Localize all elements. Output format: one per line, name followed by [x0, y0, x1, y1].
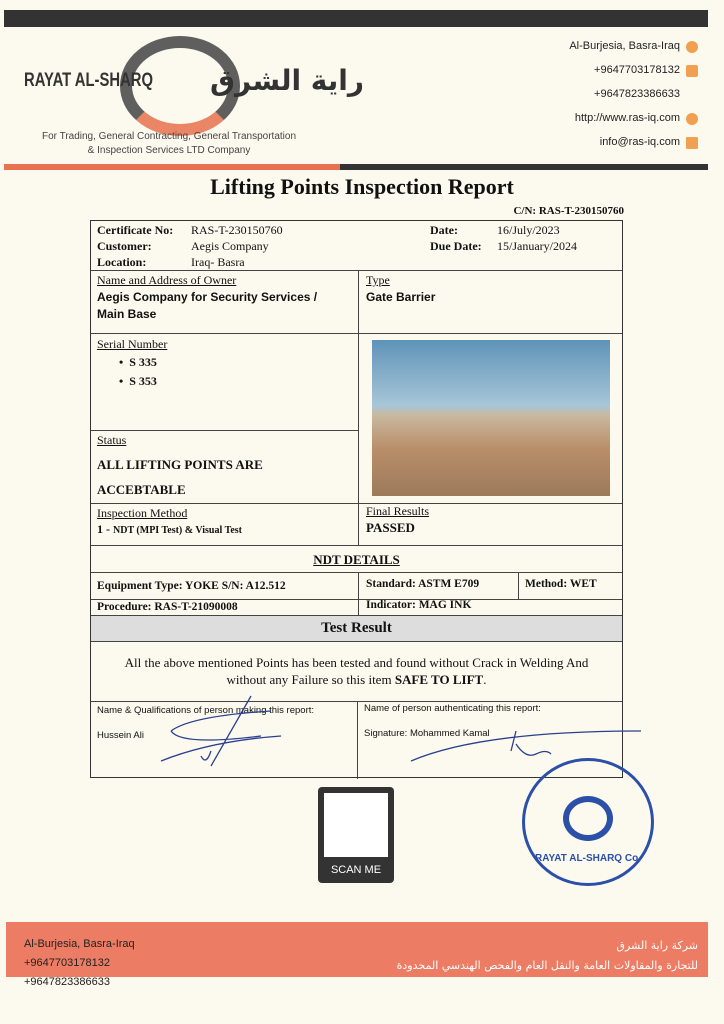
company-name-en: RAYAT AL-SHARQ — [24, 70, 154, 91]
report-table — [90, 220, 623, 778]
owner-label: Name and Address of Owner — [97, 273, 237, 287]
location-label: Location: — [97, 255, 147, 269]
customer-label: Customer: — [97, 239, 152, 253]
method: Method: WET — [525, 578, 597, 590]
indicator: Indicator: MAG INK — [366, 599, 472, 611]
procedure: Procedure: RAS-T-21090008 — [97, 601, 238, 613]
qr-code[interactable] — [318, 787, 394, 883]
company-stamp — [522, 758, 654, 886]
tagline: For Trading, General Contracting, General Transportation & Inspection Services LTD Company — [41, 131, 297, 156]
stamp-gear-icon — [563, 796, 613, 841]
address: Al-Burjesia, Basra-Iraq — [569, 40, 680, 52]
due-date-value: 15/January/2024 — [497, 239, 577, 253]
phone-1: +9647703178132 — [594, 64, 680, 76]
cert-label: Certificate No: — [97, 223, 174, 237]
phone-2: +9647823386633 — [594, 88, 680, 100]
maker-label: Name & Qualifications of person making this report: — [97, 705, 315, 716]
date-label: Date: — [430, 223, 458, 237]
equipment-type: Equipment Type: YOKE S/N: A12.512 — [97, 580, 286, 592]
serial-item: • S 335 — [119, 355, 157, 369]
ndt-details-title: NDT DETAILS — [313, 552, 400, 567]
due-date-label: Due Date: — [430, 239, 482, 253]
report-title: Lifting Points Inspection Report — [210, 174, 514, 199]
type-value: Gate Barrier — [366, 290, 436, 304]
signature-hussein — [151, 691, 311, 771]
owner-line-2: Main Base — [97, 307, 157, 321]
date-value: 16/July/2023 — [497, 223, 560, 237]
final-results-value: PASSED — [366, 520, 415, 535]
footer — [6, 922, 708, 988]
company-name-ar: راية الشرق — [210, 64, 365, 97]
auth-name: Signature: Mohammed Kamal — [364, 728, 490, 739]
owner-line-1: Aegis Company for Security Services / — [97, 290, 318, 304]
test-result-title: Test Result — [321, 620, 392, 636]
method-label: Inspection Method — [97, 506, 188, 520]
cert-value: RAS-T-230150760 — [191, 223, 283, 237]
location-icon — [686, 41, 698, 53]
mail-icon — [686, 137, 698, 149]
phone-icon — [686, 65, 698, 77]
result-line-1: All the above mentioned Points has been tested and found without Crack in Welding And — [124, 655, 589, 670]
status-line-1: ALL LIFTING POINTS ARE — [97, 457, 263, 472]
qr-pattern — [324, 793, 388, 857]
gate-barrier-photo — [372, 340, 610, 496]
scan-me-label: SCAN ME — [330, 864, 382, 876]
footer-arabic: شركة راية الشرق للتجارة والمقاولات العامة والنقل العام والفحص الهندسي المحدودة — [396, 939, 698, 972]
divider-orange — [4, 164, 340, 170]
location-value: Iraq- Basra — [191, 255, 245, 269]
email-link[interactable]: info@ras-iq.com — [599, 136, 680, 148]
auth-label: Name of person authenticating this report: — [364, 703, 541, 714]
stamp-text: RAYAT AL-SHARQ Co. — [535, 853, 641, 864]
footer-contact: Al-Burjesia, Basra-Iraq +9647703178132 +9647823386633 — [24, 938, 135, 988]
top-bar — [4, 10, 708, 27]
status-line-2: ACCEBTABLE — [97, 482, 186, 497]
serial-label: Serial Number — [97, 337, 168, 351]
serial-item: • S 353 — [119, 374, 157, 388]
customer-value: Aegis Company — [191, 239, 269, 253]
divider-dark — [340, 164, 708, 170]
final-results-label: Final Results — [366, 504, 430, 518]
cn-number: C/N: RAS-T-230150760 — [513, 205, 624, 217]
website-link[interactable]: http://www.ras-iq.com — [574, 112, 680, 124]
type-label: Type — [366, 273, 390, 287]
globe-icon — [686, 113, 698, 125]
maker-name: Hussein Ali — [97, 730, 144, 741]
method-value: 1 - NDT (MPI Test) & Visual Test — [97, 522, 243, 536]
result-line-2: without any Failure so this item SAFE TO LIFT. — [226, 672, 487, 687]
status-label: Status — [97, 433, 127, 447]
standard: Standard: ASTM E709 — [366, 578, 480, 590]
